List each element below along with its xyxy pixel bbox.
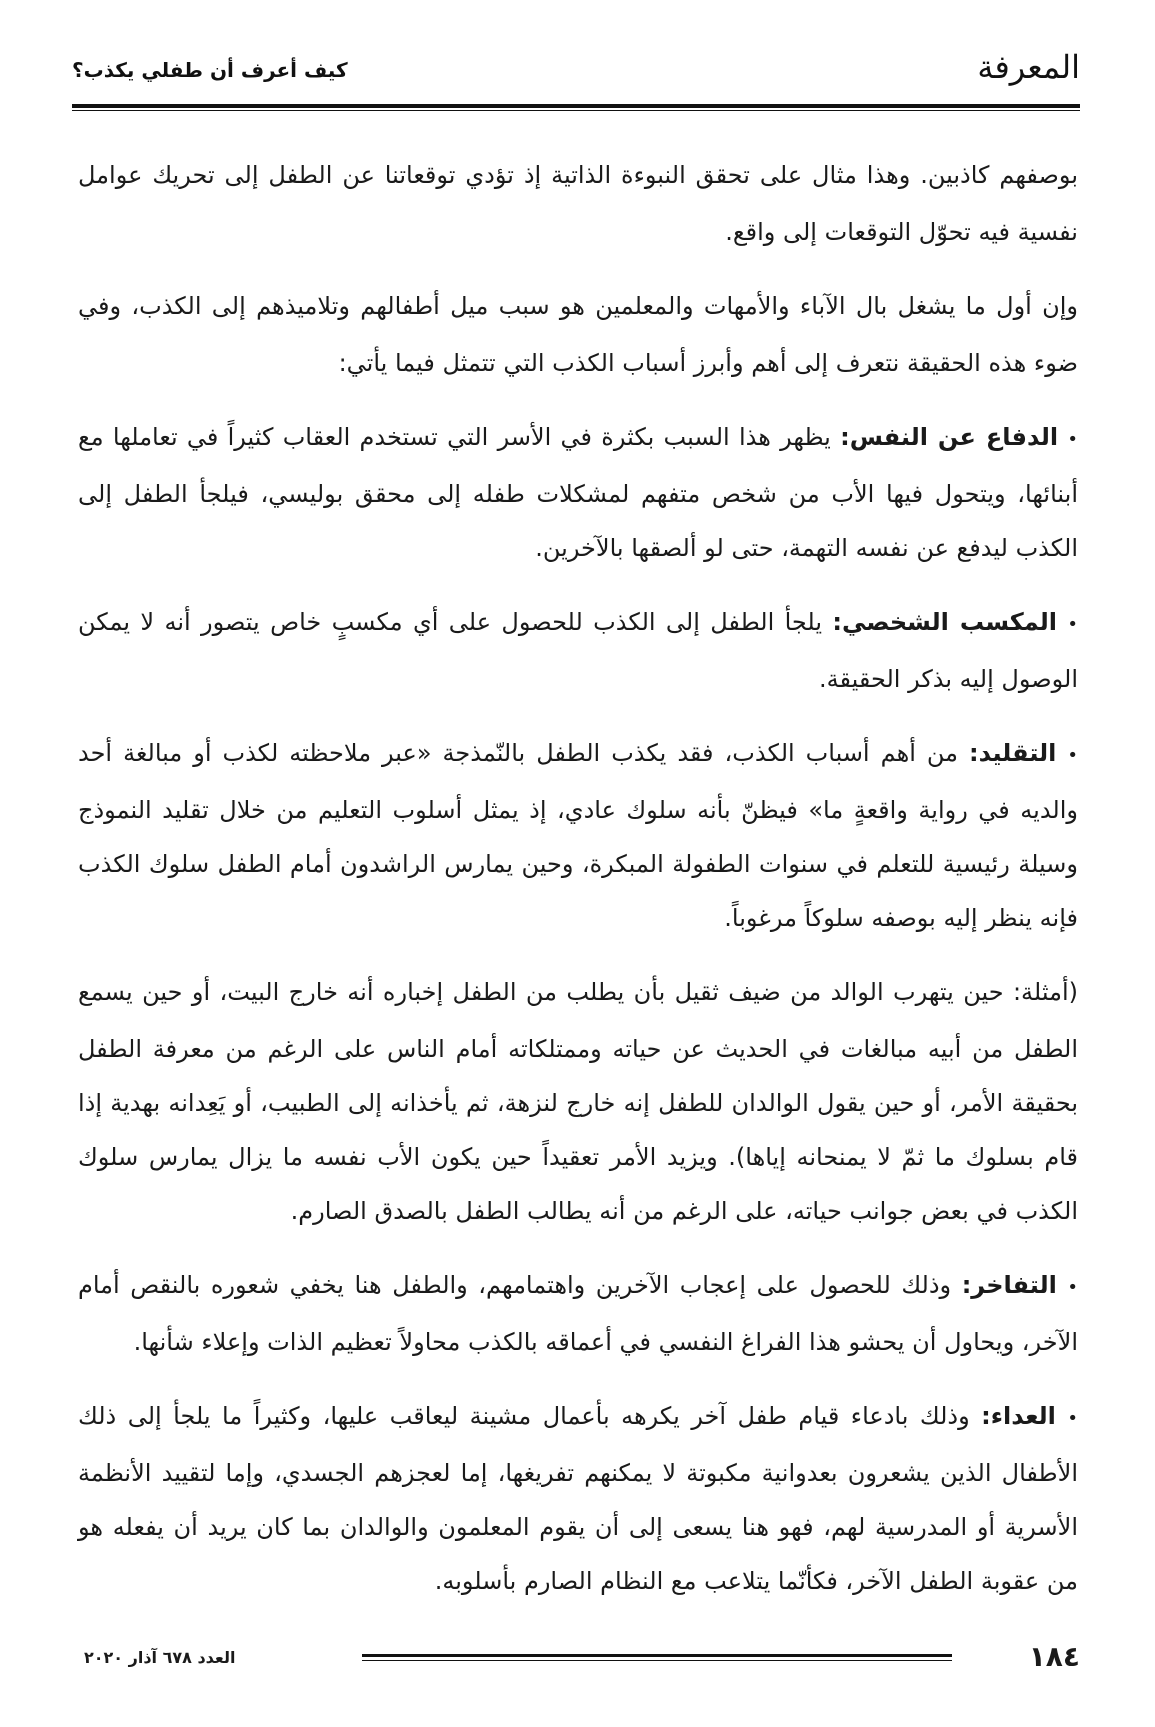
bullet-icon: • (1067, 1408, 1078, 1429)
bullet-icon: • (1067, 614, 1078, 635)
paragraph (78, 595, 1078, 706)
header-rule-thin (72, 110, 1080, 111)
page-header (72, 40, 1080, 96)
paragraph-term: التقليد: (969, 739, 1057, 767)
footer-rule (362, 1654, 952, 1657)
page-number: ١٨٤ (1028, 1640, 1080, 1673)
paragraph-term: المكسب الشخصي: (832, 608, 1058, 636)
footer-rule-thin (362, 1660, 952, 1661)
paragraph-text: يلجأ الطفل إلى الكذب للحصول على أي مكسبٍ خاص يتصور أنه لا يمكن الوصول إليه بذكر الحقيقة. (78, 608, 1078, 693)
paragraph (78, 1258, 1078, 1369)
paragraph-text: وإن أول ما يشغل بال الآباء والأمهات والمعلمين هو سبب ميل أطفالهم وتلاميذهم إلى الكذب، وفي ضوء هذه الحقيقة نتعرف إلى أهم وأبرز أسباب الكذب التي تتمثل فيما يأتي: (78, 292, 1078, 377)
paragraph (78, 148, 1078, 259)
bullet-icon: • (1067, 429, 1078, 450)
bullet-icon: • (1067, 1277, 1078, 1298)
paragraph (78, 1389, 1078, 1608)
paragraph-text: وذلك للحصول على إعجاب الآخرين واهتمامهم، والطفل هنا يخفي شعوره بالنقص أمام الآخر، ويحاول أن يحشو هذا الفراغ النفسي في أعماقه بالكذب محاولاً تعظيم الذات وإعلاء شأنها. (78, 1271, 1078, 1356)
paragraph-term: العداء: (981, 1402, 1056, 1430)
magazine-logo: المعرفة (977, 48, 1080, 86)
article-body (78, 148, 1078, 1628)
paragraph-text: بوصفهم كاذبين. وهذا مثال على تحقق النبوءة الذاتية إذ تؤدي توقعاتنا عن الطفل إلى تحريك عوامل نفسية فيه تحوّل التوقعات إلى واقع. (78, 161, 1078, 246)
paragraph-text: وذلك بادعاء قيام طفل آخر يكرهه بأعمال مشينة ليعاقب عليها، وكثيراً ما يلجأ إلى ذلك الأطفال الذين يشعرون بعدوانية مكبوتة لا يمكنهم تفريغها، إما لعجزهم الجسدي، وإما لتقييد الأنظمة الأسرية أو المدرسية لهم، فهو هنا يسعى إلى أن يقوم المعلمون والوالدان بما كان يريد أن يفعله هو من عقوبة الطفل الآخر، فكأنّما يتلاعب مع النظام الصارم بأسلوبه. (78, 1402, 1078, 1595)
paragraph-text: من أهم أسباب الكذب، فقد يكذب الطفل بالنّمذجة «عبر ملاحظته لكذب أو مبالغة أحد والديه في رواية واقعةٍ ما» فيظنّ بأنه سلوك عادي، إذ يمثل أسلوب التعليم من خلال تقليد النموذج وسيلة رئيسية للتعلم في سنوات الطفولة المبكرة، وحين يمارس الراشدون أمام الطفل سلوك الكذب فإنه ينظر إليه بوصفه سلوكاً مرغوباً. (78, 739, 1078, 932)
issue-info: العدد ٦٧٨ آذار ٢٠٢٠ (84, 1648, 236, 1667)
page-footer (72, 1640, 1080, 1680)
header-rule (72, 104, 1080, 108)
paragraph-text: (أمثلة: حين يتهرب الوالد من ضيف ثقيل بأن يطلب من الطفل إخباره أنه خارج البيت، أو حين يسمع الطفل من أبيه مبالغات في الحديث عن حياته وممتلكاته أمام الناس على الرغم من معرفة الطفل بحقيقة الأمر، أو حين يقول الوالدان للطفل إنه خارج لنزهة، ثم يأخذانه إلى الطبيب، أو يَعِدانه بهدية إذا قام بسلوك ما ثمّ لا يمنحانه إياها). ويزيد الأمر تعقيداً حين يكون الأب نفسه ما يزال يمارس سلوك الكذب في بعض جوانب حياته، على الرغم من أنه يطالب الطفل بالصدق الصارم. (78, 978, 1078, 1225)
bullet-icon: • (1067, 745, 1078, 766)
paragraph-term: التفاخر: (961, 1271, 1057, 1299)
paragraph (78, 279, 1078, 390)
paragraph-term: الدفاع عن النفس: (840, 423, 1059, 451)
paragraph (78, 726, 1078, 945)
paragraph (78, 965, 1078, 1238)
paragraph-text: يظهر هذا السبب بكثرة في الأسر التي تستخدم العقاب كثيراً في تعاملها مع أبنائها، ويتحول فيها الأب من شخص متفهم لمشكلات طفله إلى محقق بوليسي، فيلجأ الطفل إلى الكذب ليدفع عن نفسه التهمة، حتى لو ألصقها بالآخرين. (78, 423, 1078, 562)
paragraph (78, 410, 1078, 575)
running-title: كيف أعرف أن طفلي يكذب؟ (72, 58, 348, 82)
